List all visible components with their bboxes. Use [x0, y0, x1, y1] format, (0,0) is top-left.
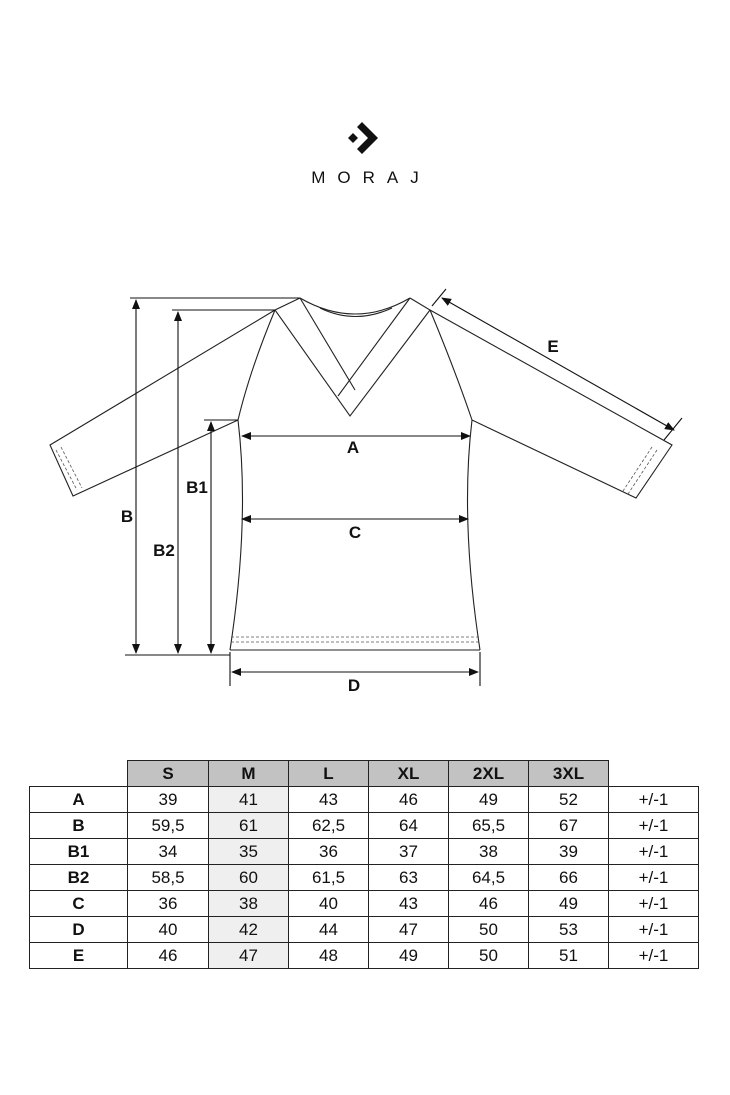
table-cell: 43	[289, 787, 369, 813]
table-cell: 52	[529, 787, 609, 813]
table-cell: 58,5	[128, 865, 209, 891]
table-cell: 44	[289, 917, 369, 943]
table-row	[30, 891, 699, 917]
table-cell: 47	[369, 917, 449, 943]
size-header: M	[209, 761, 289, 787]
table-cell: 47	[209, 943, 289, 969]
row-label: B2	[30, 865, 128, 891]
table-cell: 49	[529, 891, 609, 917]
table-cell: 53	[529, 917, 609, 943]
dim-label-b1: B1	[186, 478, 208, 497]
table-cell: 64,5	[449, 865, 529, 891]
table-cell: 42	[209, 917, 289, 943]
table-cell: 67	[529, 813, 609, 839]
dim-label-d: D	[347, 676, 361, 695]
size-header: S	[128, 761, 209, 787]
garment-outline	[50, 298, 672, 650]
table-cell: 49	[449, 787, 529, 813]
size-header: 2XL	[449, 761, 529, 787]
table-cell: 49	[369, 943, 449, 969]
dimension-lines	[125, 289, 682, 686]
table-cell: 40	[128, 917, 209, 943]
table-cell: 61	[209, 813, 289, 839]
table-cell: 39	[128, 787, 209, 813]
table-cell: 61,5	[289, 865, 369, 891]
table-cell: 64	[369, 813, 449, 839]
size-header: L	[289, 761, 369, 787]
table-cell: 36	[289, 839, 369, 865]
table-cell: 50	[449, 943, 529, 969]
table-cell: 62,5	[289, 813, 369, 839]
tolerance-cell: +/-1	[609, 839, 699, 865]
table-cell: 50	[449, 917, 529, 943]
tolerance-cell: +/-1	[609, 787, 699, 813]
tolerance-cell: +/-1	[609, 813, 699, 839]
row-label: E	[30, 943, 128, 969]
table-cell: 48	[289, 943, 369, 969]
table-cell: 46	[369, 787, 449, 813]
size-header: 3XL	[529, 761, 609, 787]
table-row	[30, 865, 699, 891]
table-cell: 65,5	[449, 813, 529, 839]
dim-label-c: C	[348, 523, 362, 542]
row-label: A	[30, 787, 128, 813]
brand-name: MORAJ	[311, 168, 431, 187]
table-cell: 35	[209, 839, 289, 865]
table-cell: 37	[369, 839, 449, 865]
tolerance-cell: +/-1	[609, 891, 699, 917]
table-cell: 39	[529, 839, 609, 865]
table-cell: 63	[369, 865, 449, 891]
table-row	[30, 839, 699, 865]
table-cell: 51	[529, 943, 609, 969]
table-row	[30, 787, 699, 813]
row-label: C	[30, 891, 128, 917]
table-cell: 38	[209, 891, 289, 917]
header-empty-cell	[609, 761, 699, 787]
row-label: B	[30, 813, 128, 839]
dim-label-b2: B2	[153, 541, 175, 560]
size-header-row	[30, 761, 699, 787]
dim-label-a: A	[346, 438, 360, 457]
row-label: B1	[30, 839, 128, 865]
header-empty-cell	[30, 761, 128, 787]
table-row	[30, 917, 699, 943]
tolerance-cell: +/-1	[609, 943, 699, 969]
table-cell: 36	[128, 891, 209, 917]
table-cell: 40	[289, 891, 369, 917]
tolerance-cell: +/-1	[609, 917, 699, 943]
size-header: XL	[369, 761, 449, 787]
table-cell: 43	[369, 891, 449, 917]
size-table	[29, 760, 699, 969]
dim-label-e: E	[547, 337, 559, 356]
table-cell: 46	[128, 943, 209, 969]
table-cell: 34	[128, 839, 209, 865]
row-label: D	[30, 917, 128, 943]
table-cell: 41	[209, 787, 289, 813]
stitch-lines	[56, 447, 657, 642]
table-cell: 46	[449, 891, 529, 917]
table-cell: 59,5	[128, 813, 209, 839]
table-cell: 66	[529, 865, 609, 891]
dim-label-b: B	[120, 507, 134, 526]
table-cell: 60	[209, 865, 289, 891]
table-row	[30, 813, 699, 839]
table-cell: 38	[449, 839, 529, 865]
tolerance-cell: +/-1	[609, 865, 699, 891]
table-row	[30, 943, 699, 969]
